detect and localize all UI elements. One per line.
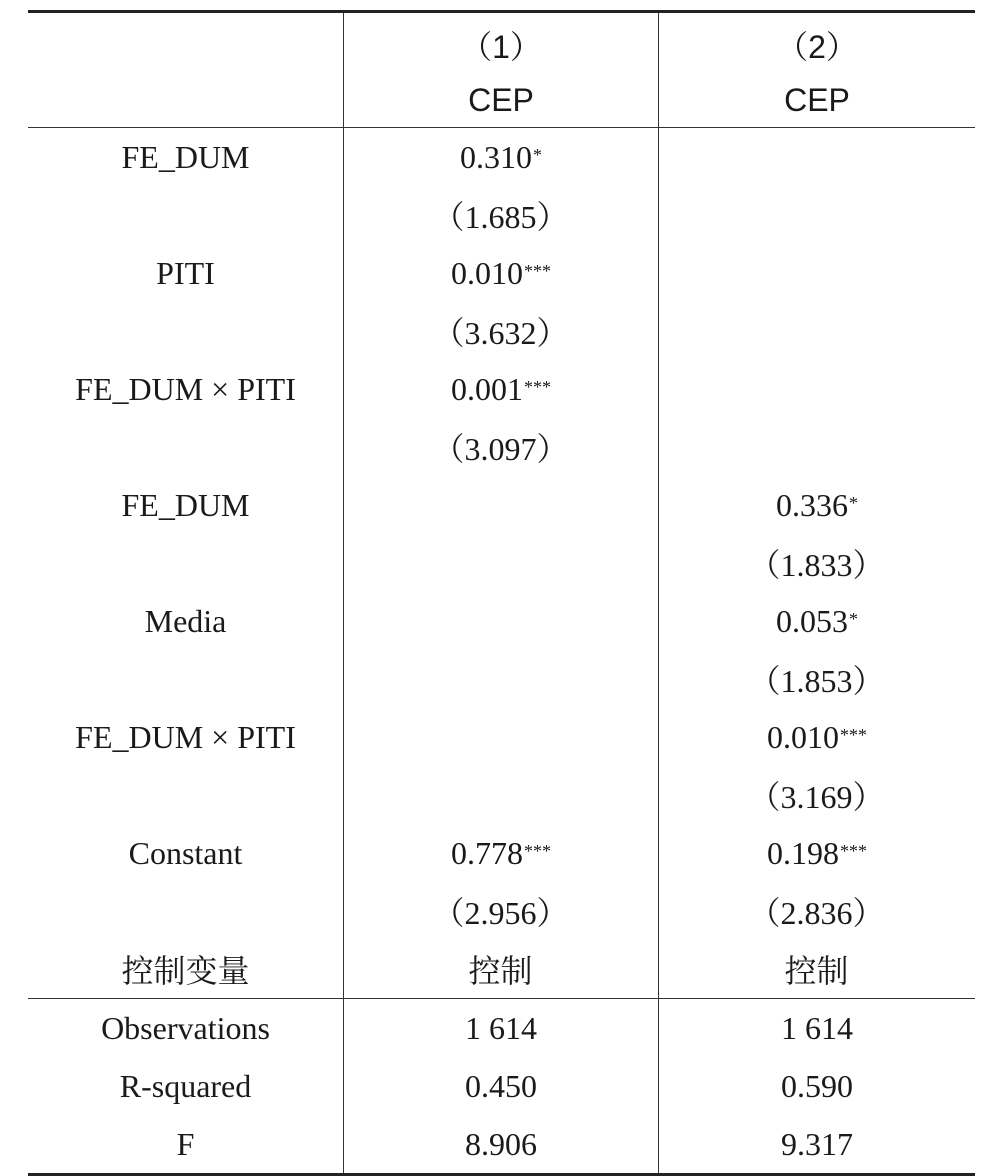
col1-cell-value: （3.632） xyxy=(432,315,569,351)
header-col-2 xyxy=(659,13,975,127)
stat-label-value: R-squared xyxy=(119,1067,252,1104)
col2-cell xyxy=(659,940,975,998)
col1-cell xyxy=(344,940,659,998)
row-label xyxy=(28,476,344,534)
stat-col1-value: 0.450 xyxy=(465,1067,537,1104)
stat-col1 xyxy=(344,1057,659,1115)
col2-cell xyxy=(659,360,975,418)
col2-cell xyxy=(659,534,975,592)
row-label xyxy=(28,824,344,882)
col1-cell xyxy=(344,534,659,592)
row-label xyxy=(28,766,344,824)
row-label xyxy=(28,360,344,418)
stat-label xyxy=(28,1115,344,1173)
col1-cell xyxy=(344,302,659,360)
table-row xyxy=(28,766,975,824)
row-label-value: FE_DUM xyxy=(121,486,250,523)
stat-col2 xyxy=(659,999,975,1057)
row-label xyxy=(28,708,344,766)
table-row xyxy=(28,128,975,186)
col1-cell: 0.310 * xyxy=(344,128,659,186)
table-row xyxy=(28,418,975,476)
col2-cell-value: 0.336 xyxy=(776,486,848,523)
col2-cell xyxy=(659,418,975,476)
table-row xyxy=(28,302,975,360)
row-label-value: 控制变量 xyxy=(121,952,250,990)
row-label-value: FE_DUM × PITI xyxy=(75,370,296,407)
col1-cell-value: （3.097） xyxy=(432,431,569,467)
table-row xyxy=(28,592,975,650)
row-label-value: FE_DUM xyxy=(121,138,250,175)
stat-col2 xyxy=(659,1057,975,1115)
table-row xyxy=(28,708,975,766)
stats-row xyxy=(28,1115,975,1173)
row-label xyxy=(28,592,344,650)
stat-col1-value: 1 614 xyxy=(465,1009,537,1046)
stat-label-value: Observations xyxy=(101,1009,270,1046)
row-label xyxy=(28,882,344,940)
col1-cell-value: 0.310 xyxy=(460,138,532,175)
row-label xyxy=(28,186,344,244)
col2-cell xyxy=(659,186,975,244)
table-row xyxy=(28,244,975,302)
col1-cell-value: 控制 xyxy=(468,952,533,990)
col2-cell xyxy=(659,244,975,302)
col1-number: （1） xyxy=(460,28,542,65)
table-row xyxy=(28,882,975,940)
table-row xyxy=(28,534,975,592)
col2-cell-value: 控制 xyxy=(784,952,849,990)
col2-cell: 0.198 *** xyxy=(767,834,867,871)
col1-cell-value: （2.956） xyxy=(432,895,569,931)
col1-cell: 0.010 *** xyxy=(344,244,659,302)
col2-variable: CEP xyxy=(784,81,850,118)
table-row xyxy=(28,360,975,418)
table-stats xyxy=(28,999,975,1173)
table-row xyxy=(28,650,975,708)
col1-cell: 0.778 *** xyxy=(344,824,659,882)
table-header-row xyxy=(28,13,975,128)
col1-cell-value: 0.001 xyxy=(451,370,523,407)
stat-col1 xyxy=(344,999,659,1057)
stat-label xyxy=(28,1057,344,1115)
header-col-1 xyxy=(344,13,659,127)
col2-cell-value: 0.198 xyxy=(767,834,839,871)
col2-cell-value: 0.010 xyxy=(767,718,839,755)
col2-cell xyxy=(659,650,975,708)
row-label xyxy=(28,128,344,186)
regression-table xyxy=(28,10,975,1176)
col2-cell-value: （1.853） xyxy=(748,663,885,699)
col2-cell-value: （3.169） xyxy=(748,779,885,815)
col1-cell-value: 0.010 xyxy=(451,254,523,291)
stats-row xyxy=(28,1057,975,1115)
col2-cell-value: 0.053 xyxy=(776,602,848,639)
stat-label-value: F xyxy=(176,1125,195,1162)
row-label-value: PITI xyxy=(156,254,215,291)
row-label xyxy=(28,940,344,998)
col1-cell xyxy=(344,476,659,534)
row-label-value: FE_DUM × PITI xyxy=(75,718,296,755)
col1-cell xyxy=(344,418,659,476)
col1-cell xyxy=(344,708,659,766)
col1-cell xyxy=(344,592,659,650)
stat-col2-value: 0.590 xyxy=(781,1067,853,1104)
col2-number: （2） xyxy=(776,28,858,65)
col1-variable: CEP xyxy=(468,81,534,118)
row-label xyxy=(28,418,344,476)
col1-cell xyxy=(344,650,659,708)
row-label xyxy=(28,244,344,302)
row-label-value: Media xyxy=(144,602,227,639)
table-row xyxy=(28,476,975,534)
row-label xyxy=(28,302,344,360)
col2-cell xyxy=(659,766,975,824)
col2-cell-value: （1.833） xyxy=(748,547,885,583)
col2-cell: 0.336 * xyxy=(776,486,858,523)
stats-row xyxy=(28,999,975,1057)
col1-cell-value: （1.685） xyxy=(432,199,569,235)
stat-col1 xyxy=(344,1115,659,1173)
stat-col1-value: 8.906 xyxy=(465,1125,537,1162)
col1-cell xyxy=(344,186,659,244)
col1-cell xyxy=(344,766,659,824)
stat-col2-value: 1 614 xyxy=(781,1009,853,1046)
stat-col2-value: 9.317 xyxy=(781,1125,853,1162)
row-label-value: Constant xyxy=(128,834,243,871)
table-row xyxy=(28,824,975,882)
table-row xyxy=(28,186,975,244)
table-row xyxy=(28,940,975,999)
col2-cell-value: （2.836） xyxy=(748,895,885,931)
col2-cell: 0.010 *** xyxy=(767,718,867,755)
col1-cell xyxy=(344,882,659,940)
stat-label xyxy=(28,999,344,1057)
col2-cell xyxy=(659,882,975,940)
table-body xyxy=(28,128,975,999)
row-label xyxy=(28,534,344,592)
col1-cell-value: 0.778 xyxy=(451,834,523,871)
col2-cell xyxy=(659,128,975,186)
col1-cell: 0.001 *** xyxy=(344,360,659,418)
col2-cell xyxy=(659,302,975,360)
row-label xyxy=(28,650,344,708)
header-blank-cell xyxy=(28,13,344,127)
col2-cell: 0.053 * xyxy=(776,602,858,639)
stat-col2 xyxy=(659,1115,975,1173)
